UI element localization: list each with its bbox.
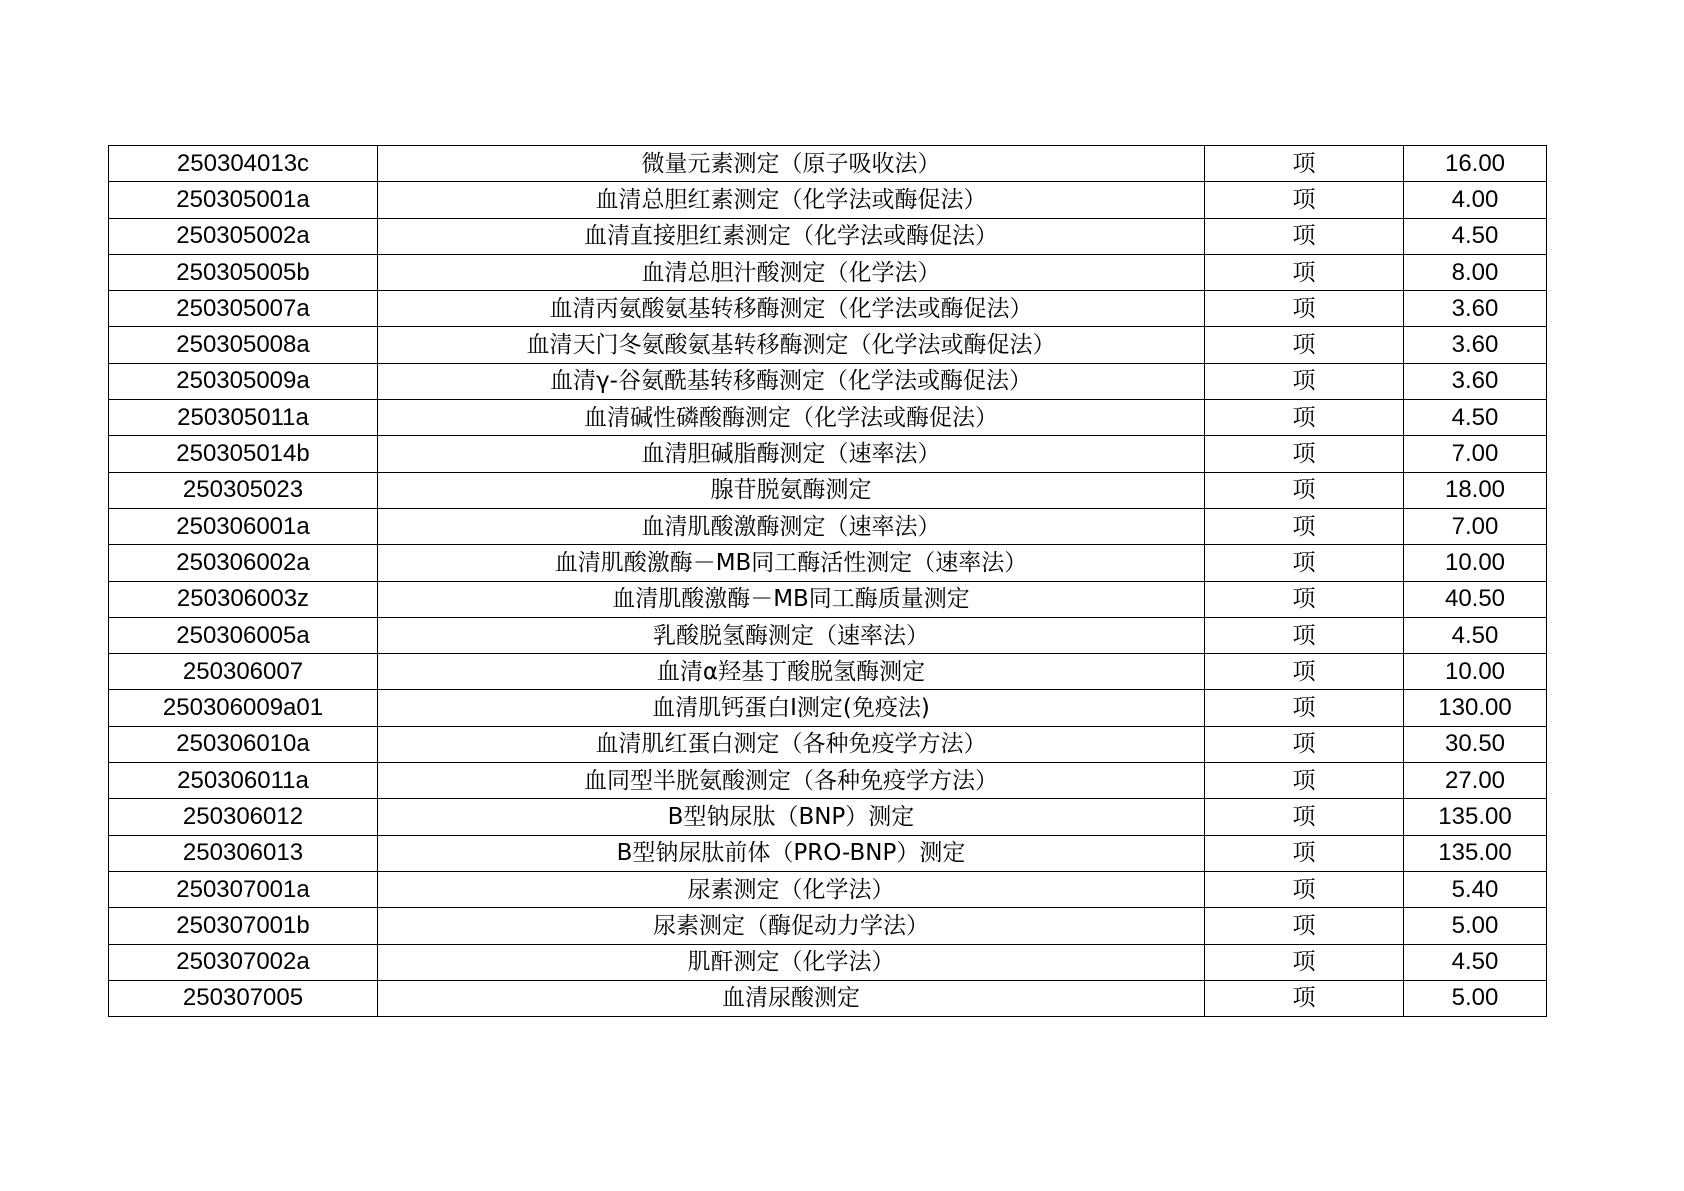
table-body — [109, 146, 1547, 1017]
item-name-cell: 微量元素测定（原子吸收法） — [378, 146, 1205, 182]
table-row — [109, 146, 1547, 182]
item-name-cell: 血清碱性磷酸酶测定（化学法或酶促法） — [378, 400, 1205, 436]
price-cell: 3.60 — [1404, 327, 1547, 363]
table-row — [109, 254, 1547, 290]
item-code-cell: 250306011a — [109, 763, 378, 799]
price-cell: 135.00 — [1404, 835, 1547, 871]
price-cell: 18.00 — [1404, 472, 1547, 508]
table-row — [109, 944, 1547, 980]
item-code-cell: 250305002a — [109, 218, 378, 254]
item-name-cell: 血清肌酸激酶－MB同工酶质量测定 — [378, 581, 1205, 617]
unit-cell: 项 — [1205, 581, 1404, 617]
item-code-cell: 250307001a — [109, 871, 378, 907]
table-row — [109, 472, 1547, 508]
item-code-cell: 250307005 — [109, 980, 378, 1016]
table-row — [109, 871, 1547, 907]
item-code-cell: 250305007a — [109, 291, 378, 327]
item-name-cell: 血清胆碱脂酶测定（速率法） — [378, 436, 1205, 472]
unit-cell: 项 — [1205, 363, 1404, 399]
item-code-cell: 250305011a — [109, 400, 378, 436]
unit-cell: 项 — [1205, 980, 1404, 1016]
unit-cell: 项 — [1205, 218, 1404, 254]
unit-cell: 项 — [1205, 617, 1404, 653]
unit-cell: 项 — [1205, 690, 1404, 726]
unit-cell: 项 — [1205, 654, 1404, 690]
item-name-cell: 乳酸脱氢酶测定（速率法） — [378, 617, 1205, 653]
unit-cell: 项 — [1205, 871, 1404, 907]
unit-cell: 项 — [1205, 835, 1404, 871]
item-code-cell: 250305009a — [109, 363, 378, 399]
table-row — [109, 363, 1547, 399]
item-code-cell: 250306009a01 — [109, 690, 378, 726]
table-row — [109, 799, 1547, 835]
item-code-cell: 250305008a — [109, 327, 378, 363]
item-name-cell: B型钠尿肽前体（PRO-BNP）测定 — [378, 835, 1205, 871]
table-row — [109, 763, 1547, 799]
table-row — [109, 436, 1547, 472]
item-name-cell: 血清丙氨酸氨基转移酶测定（化学法或酶促法） — [378, 291, 1205, 327]
item-code-cell: 250306013 — [109, 835, 378, 871]
unit-cell: 项 — [1205, 146, 1404, 182]
unit-cell: 项 — [1205, 182, 1404, 218]
item-name-cell: 血清α羟基丁酸脱氢酶测定 — [378, 654, 1205, 690]
price-table — [108, 145, 1547, 1017]
item-code-cell: 250305001a — [109, 182, 378, 218]
table-row — [109, 327, 1547, 363]
item-name-cell: 血清总胆汁酸测定（化学法） — [378, 254, 1205, 290]
price-cell: 3.60 — [1404, 363, 1547, 399]
item-name-cell: 血清肌酸激酶测定（速率法） — [378, 508, 1205, 544]
unit-cell: 项 — [1205, 908, 1404, 944]
unit-cell: 项 — [1205, 799, 1404, 835]
price-cell: 10.00 — [1404, 545, 1547, 581]
unit-cell: 项 — [1205, 726, 1404, 762]
item-name-cell: B型钠尿肽（BNP）测定 — [378, 799, 1205, 835]
item-name-cell: 血清天门冬氨酸氨基转移酶测定（化学法或酶促法） — [378, 327, 1205, 363]
table-row — [109, 617, 1547, 653]
table-row — [109, 835, 1547, 871]
table-row — [109, 908, 1547, 944]
item-name-cell: 血清肌钙蛋白Ⅰ测定(免疫法) — [378, 690, 1205, 726]
price-cell: 16.00 — [1404, 146, 1547, 182]
item-code-cell: 250306005a — [109, 617, 378, 653]
item-name-cell: 血清肌红蛋白测定（各种免疫学方法） — [378, 726, 1205, 762]
price-cell: 4.50 — [1404, 400, 1547, 436]
unit-cell: 项 — [1205, 436, 1404, 472]
item-name-cell: 腺苷脱氨酶测定 — [378, 472, 1205, 508]
item-name-cell: 血清尿酸测定 — [378, 980, 1205, 1016]
price-cell: 7.00 — [1404, 436, 1547, 472]
item-name-cell: 尿素测定（酶促动力学法） — [378, 908, 1205, 944]
table-row — [109, 980, 1547, 1016]
price-cell: 5.00 — [1404, 980, 1547, 1016]
item-code-cell: 250306007 — [109, 654, 378, 690]
table-row — [109, 545, 1547, 581]
price-cell: 30.50 — [1404, 726, 1547, 762]
table-row — [109, 690, 1547, 726]
unit-cell: 项 — [1205, 254, 1404, 290]
unit-cell: 项 — [1205, 763, 1404, 799]
item-name-cell: 血清肌酸激酶－MB同工酶活性测定（速率法） — [378, 545, 1205, 581]
table-row — [109, 581, 1547, 617]
price-cell: 130.00 — [1404, 690, 1547, 726]
price-cell: 10.00 — [1404, 654, 1547, 690]
item-name-cell: 尿素测定（化学法） — [378, 871, 1205, 907]
price-cell: 4.00 — [1404, 182, 1547, 218]
unit-cell: 项 — [1205, 400, 1404, 436]
item-code-cell: 250306003z — [109, 581, 378, 617]
item-code-cell: 250307002a — [109, 944, 378, 980]
item-name-cell: 血同型半胱氨酸测定（各种免疫学方法） — [378, 763, 1205, 799]
price-cell: 135.00 — [1404, 799, 1547, 835]
price-cell: 4.50 — [1404, 944, 1547, 980]
item-code-cell: 250306010a — [109, 726, 378, 762]
table-row — [109, 400, 1547, 436]
price-cell: 40.50 — [1404, 581, 1547, 617]
unit-cell: 项 — [1205, 327, 1404, 363]
item-code-cell: 250306001a — [109, 508, 378, 544]
price-cell: 3.60 — [1404, 291, 1547, 327]
table-row — [109, 726, 1547, 762]
table-row — [109, 218, 1547, 254]
item-code-cell: 250307001b — [109, 908, 378, 944]
item-code-cell: 250306002a — [109, 545, 378, 581]
table-row — [109, 654, 1547, 690]
item-code-cell: 250306012 — [109, 799, 378, 835]
item-name-cell: 肌酐测定（化学法） — [378, 944, 1205, 980]
item-name-cell: 血清γ-谷氨酰基转移酶测定（化学法或酶促法） — [378, 363, 1205, 399]
unit-cell: 项 — [1205, 291, 1404, 327]
unit-cell: 项 — [1205, 508, 1404, 544]
item-code-cell: 250305014b — [109, 436, 378, 472]
price-cell: 4.50 — [1404, 617, 1547, 653]
price-cell: 7.00 — [1404, 508, 1547, 544]
unit-cell: 项 — [1205, 545, 1404, 581]
item-name-cell: 血清总胆红素测定（化学法或酶促法） — [378, 182, 1205, 218]
table-row — [109, 508, 1547, 544]
item-code-cell: 250305005b — [109, 254, 378, 290]
price-cell: 5.00 — [1404, 908, 1547, 944]
table-row — [109, 291, 1547, 327]
item-name-cell: 血清直接胆红素测定（化学法或酶促法） — [378, 218, 1205, 254]
price-cell: 4.50 — [1404, 218, 1547, 254]
unit-cell: 项 — [1205, 472, 1404, 508]
price-cell: 27.00 — [1404, 763, 1547, 799]
table-row — [109, 182, 1547, 218]
item-code-cell: 250304013c — [109, 146, 378, 182]
item-code-cell: 250305023 — [109, 472, 378, 508]
price-cell: 8.00 — [1404, 254, 1547, 290]
unit-cell: 项 — [1205, 944, 1404, 980]
price-cell: 5.40 — [1404, 871, 1547, 907]
